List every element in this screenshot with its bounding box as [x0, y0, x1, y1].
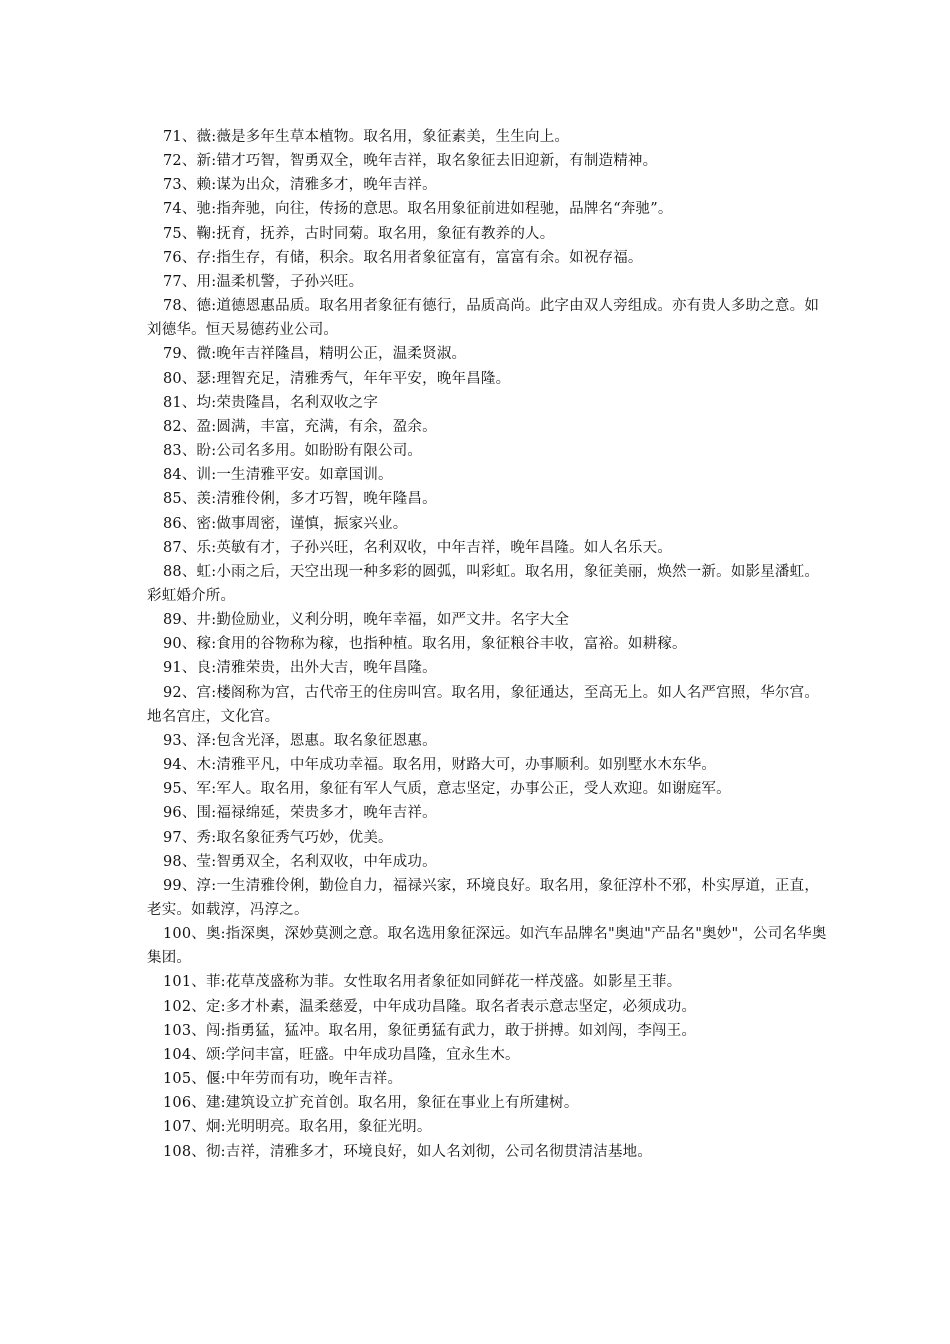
- list-item: 97、秀:取名象征秀气巧妙，优美。: [163, 829, 393, 846]
- list-item: 104、颂:学问丰富，旺盛。中年成功昌隆，宜永生木。: [163, 1046, 520, 1063]
- list-item: 88、虹:小雨之后，天空出现一种多彩的圆弧，叫彩虹。取名用，象征美丽，焕然一新。如影星潘虹。彩虹婚介所。: [147, 563, 820, 604]
- list-item: 96、围:福禄绵延，荣贵多才，晚年吉祥。: [163, 805, 437, 822]
- list-item: 94、木:清雅平凡，中年成功幸福。取名用，财路大可，办事顺利。如别墅水木东华。: [163, 757, 717, 774]
- list-item: 85、羡:清雅伶俐，多才巧智，晚年隆昌。: [163, 491, 437, 508]
- list-item: 100、奥:指深奥，深妙莫测之意。取名选用象征深远。如汽车品牌名"奥迪"产品名"奥妙"，公司名华奥集团。: [147, 926, 827, 967]
- list-item: 76、存:指生存，有储，积余。取名用者象征富有，富富有余。如祝存福。: [163, 249, 643, 266]
- list-item: 72、新:错才巧智，智勇双全，晚年吉祥，取名象征去旧迎新，有制造精神。: [163, 153, 658, 170]
- list-item: 90、稼:食用的谷物称为稼，也指种植。取名用，象征粮谷丰收，富裕。如耕稼。: [163, 636, 687, 653]
- list-item: 82、盈:圆满，丰富，充满，有余，盈余。: [163, 418, 437, 435]
- list-item: 86、密:做事周密，谨慎，振家兴业。: [163, 515, 408, 532]
- list-item: 99、淳:一生清雅伶俐，勤俭自力，福禄兴家，环境良好。取名用，象征淳朴不邪，朴实厚道，正直，老实。如载淳，冯淳之。: [147, 877, 820, 918]
- list-item: 87、乐:英敏有才，子孙兴旺，名利双收，中年吉祥，晚年昌隆。如人名乐天。: [163, 539, 673, 556]
- list-item: 103、闯:指勇猛，猛冲。取名用，象征勇猛有武力，敢于拼搏。如刘闯，李闯王。: [163, 1022, 697, 1039]
- list-item: 95、军:军人。取名用，象征有军人气质，意志坚定，办事公正，受人欢迎。如谢庭军。: [163, 781, 731, 798]
- list-item: 89、井:勤俭励业，义利分明，晚年幸福，如严文井。名字大全: [163, 612, 570, 629]
- list-item: 79、微:晚年吉祥隆昌，精明公正，温柔贤淑。: [163, 346, 467, 363]
- list-item: 75、鞠:抚育，抚养，古时同菊。取名用，象征有教养的人。: [163, 225, 555, 242]
- entry-list: [147, 125, 827, 1164]
- list-item: 80、瑟:理智充足，清雅秀气，年年平安，晚年昌隆。: [163, 370, 511, 387]
- list-item: 101、菲:花草茂盛称为菲。女性取名用者象征如同鲜花一样茂盛。如影星王菲。: [163, 974, 682, 991]
- list-item: 81、均:荣贵隆昌，名利双收之字: [163, 394, 379, 411]
- list-item: 93、泽:包含光泽，恩惠。取名象征恩惠。: [163, 732, 437, 749]
- list-item: 73、赖:谋为出众，清雅多才，晚年吉祥。: [163, 177, 437, 194]
- list-item: 74、驰:指奔驰，向往，传扬的意思。取名用象征前进如程驰，品牌名“奔驰”。: [163, 201, 673, 218]
- list-item: 91、良:清雅荣贵，出外大吉，晚年昌隆。: [163, 660, 437, 677]
- list-item: 98、莹:智勇双全，名利双收，中年成功。: [163, 853, 437, 870]
- list-item: 108、彻:吉祥，清雅多才，环境良好，如人名刘彻，公司名彻贯清洁基地。: [163, 1143, 653, 1160]
- list-item: 92、宫:楼阁称为宫，古代帝王的住房叫宫。取名用，象征通达，至高无上。如人名严宫照，华尔宫。地名宫庄，文化宫。: [147, 684, 820, 725]
- list-item: 83、盼:公司名多用。如盼盼有限公司。: [163, 443, 423, 460]
- list-item: 102、定:多才朴素，温柔慈爱，中年成功昌隆。取名者表示意志坚定，必须成功。: [163, 998, 697, 1015]
- list-item: 84、训:一生清雅平安。如章国训。: [163, 467, 393, 484]
- list-item: 78、德:道德恩惠品质。取名用者象征有德行，品质高尚。此字由双人旁组成。亦有贵人多助之意。如刘德华。恒天易德药业公司。: [147, 298, 820, 339]
- list-item: 71、薇:薇是多年生草本植物。取名用，象征素美，生生向上。: [163, 129, 570, 145]
- list-item: 107、炯:光明明亮。取名用，象征光明。: [163, 1119, 432, 1136]
- list-item: 106、建:建筑设立扩充首创。取名用，象征在事业上有所建树。: [163, 1095, 579, 1112]
- list-item: 105、偃:中年劳而有功，晚年吉祥。: [163, 1071, 403, 1088]
- list-item: 77、用:温柔机警，子孙兴旺。: [163, 273, 364, 290]
